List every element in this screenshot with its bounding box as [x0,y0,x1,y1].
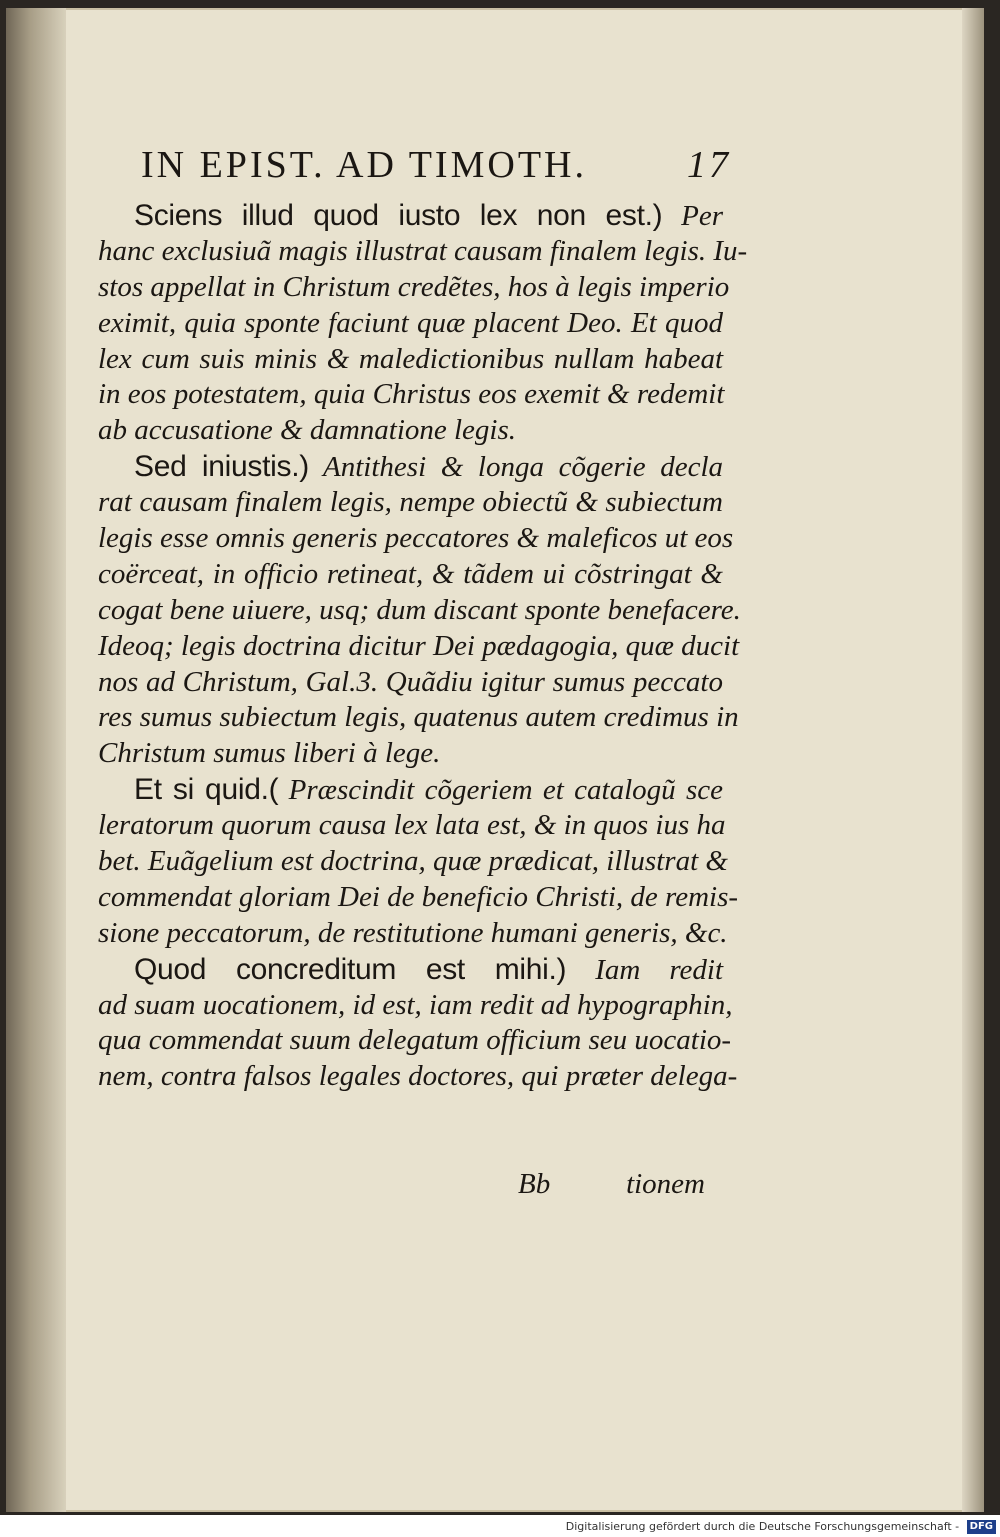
text-line [98,593,741,629]
credit-text: Digitalisierung gefördert durch die Deutsche Forschungsgemeinschaft - [565,1520,960,1533]
text-line [98,234,748,270]
text-line [98,629,740,665]
line-text: res sumus subiectum legis, quatenus autem credimus in [98,701,739,734]
text-line [98,880,739,916]
line-text: nem, contra falsos legales doctores, qui præter delega- [98,1060,738,1093]
body-text [98,198,748,1095]
lemma: Et si quid.( [134,773,279,807]
running-head [141,143,731,189]
text-line [98,413,723,449]
line-text: Iam redit [566,953,724,986]
text-line [98,808,726,844]
line-text: stos appellat in Christum credẽtes, hos à legis imperio [98,270,730,303]
text-line [98,449,723,485]
text-line [98,557,723,593]
line-text: ad suam uocationem, id est, iam redit ad hypographin, [98,988,733,1021]
text-line [98,772,723,808]
line-text: nos ad Christum, Gal.3. Quãdiu igitur sumus peccato [98,665,723,698]
line-text: Antithesi & longa cõgerie decla [308,451,723,484]
signature-mark: Bb [518,1168,551,1200]
digitization-credit [566,1517,1000,1537]
text-line [98,952,723,988]
lemma: Quod concreditum est mihi.) [134,952,567,986]
line-text: commendat gloriam Dei de beneficio Christi, de remis- [98,880,739,913]
line-text: coërceat, in officio retineat, & tãdem ui cõstringat & [98,557,723,590]
line-text: leratorum quorum causa lex lata est, & in quos ius ha [98,809,726,842]
dfg-logo: DFG [967,1520,996,1534]
signature-line [98,1168,723,1208]
text-line [98,988,733,1024]
page-number: 17 [687,144,731,186]
text-line [98,700,739,736]
text-line [98,270,730,306]
line-text: in eos potestatem, quia Christus eos exemit & redemit [98,378,725,411]
line-text: qua commendat suum delegatum officium seu uocatio- [98,1024,732,1057]
line-text: legis esse omnis generis peccatores & maleficos ut eos [98,522,734,555]
lemma: Sciens illud quod iusto lex non est.) [134,199,663,232]
text-line [98,665,723,701]
line-text: Præscindit cõgeriem et catalogũ sce [278,774,724,807]
line-text: lex cum suis minis & maledictionibus nullam habeat [98,342,723,375]
text-line [98,342,723,378]
text-line [98,1059,738,1095]
line-text: cogat bene uiuere, usq; dum discant sponte benefacere. [98,593,741,626]
line-text: Ideoq; legis doctrina dicitur Dei pædagogia, quæ ducit [98,629,740,662]
line-text: eximit, quia sponte faciunt quæ placent Deo. Et quod [98,306,723,339]
page-edge [962,8,984,1512]
line-text: bet. Euãgelium est doctrina, quæ prædicat, illustrat & [98,845,728,878]
text-line [98,485,723,521]
text-line [98,377,723,413]
line-text: hanc exclusiuã magis illustrat causam finalem legis. Iu- [98,234,748,267]
text-line [98,198,723,234]
page-gutter [6,8,66,1512]
line-text: Per [662,200,723,232]
line-text: Christum sumus liberi à lege. [98,737,441,770]
lemma: Sed iniustis.) [134,450,309,484]
text-line [98,1023,732,1059]
book-page [6,8,984,1512]
catchword: tionem [626,1168,705,1200]
text-line [98,306,723,342]
line-text: sione peccatorum, de restitutione humani generis, &c. [98,916,728,949]
line-text: ab accusatione & damnatione legis. [98,414,517,447]
text-line [98,844,728,880]
text-line [98,736,723,772]
text-line [98,521,734,557]
line-text: rat causam finalem legis, nempe obiectũ & subiectum [98,486,723,519]
text-line [98,916,728,952]
running-head-title: IN EPIST. AD TIMOTH. [141,144,587,186]
